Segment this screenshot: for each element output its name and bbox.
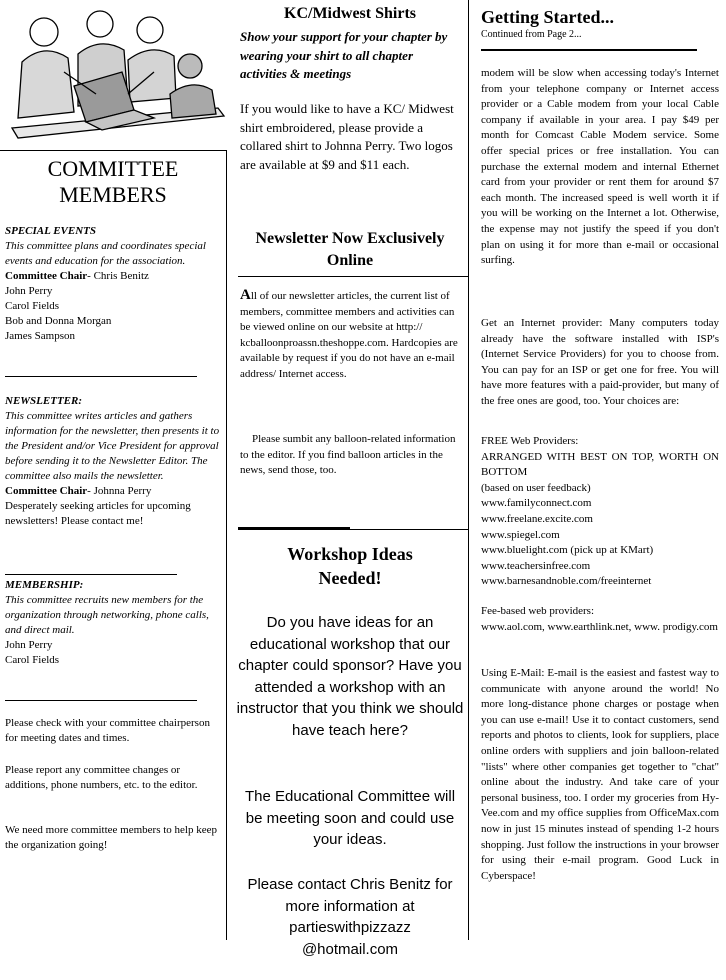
member-name: Carol Fields xyxy=(5,654,60,666)
member-name: James Sampson xyxy=(5,330,75,342)
getting-started-p2: Get an Internet provider: Many computers today already have the software installed with ISP's (Internet Service Providers) for you to choose from. You can pay for an ISP or get one for free. You will have more features with a paid-provider, but many of the free ones are good, too. Your choices are: xyxy=(481,317,719,407)
special-events-section xyxy=(5,224,221,344)
member-name: Carol Fields xyxy=(5,300,60,312)
getting-started-p1: modem will be slow when accessing today's Internet from your telephone company or Internet access provider or a Cable modem from your local Cable company if available in your area. I pay $49 per month for Comcast Cable Modem service. Some offer special prices or free installation. You can purchase the external modem and internal Ethernet card from your provider or rent them for around $7 each month. The increased speed is well worth it if you will be working on the Internet a lot. Otherwise, the expense may not justify the speed if you don't plan on using it for more than e-mail or occasional surfing. xyxy=(481,67,719,267)
provider-link[interactable]: www.barnesandnoble.com/freeinternet xyxy=(481,575,652,588)
newsletter-heading: NEWSLETTER: xyxy=(5,395,83,407)
committee-note: We need more committee members to help keep the organization going! xyxy=(5,824,218,851)
newsletter-online-body xyxy=(240,288,462,383)
chair-name: - Johnna Perry xyxy=(87,485,152,497)
getting-started-p3: Using E-Mail: E-mail is the easiest and fastest way to communicate with anyone around the world! No more long-distance phone charges or postage when you can use e-mail! Use it to contact customers, send reports and photos to clients, look for suppliers, place online orders with suppliers and join balloon-related "lists" where other companies get together to "chat" online about the industry. And take care of your personal business, too. I order my groceries from Hy-Vee.com and my office supplies from OfficeMax.com now in just 15 minutes instead of spending 1-2 hours shopping. Just follow the instructions in your browser for using their e-mail program. Good Luck in Cyberspace! xyxy=(481,667,719,882)
newsletter-desc: This committee writes articles and gathers information for the newsletter, then presents it to the President and/or Vice President for approval before sending it to the Newsletter Editor. The committee also mails the newsletter. xyxy=(5,410,220,482)
committee-column xyxy=(0,0,226,980)
special-events-chair xyxy=(5,269,221,284)
newsletter-online-title: Newsletter Now Exclusively Online xyxy=(255,230,445,269)
column-rule xyxy=(226,150,227,940)
fee-list[interactable]: www.aol.com, www.earthlink.net, www. prodigy.com xyxy=(481,620,718,633)
newsletter-chair xyxy=(5,484,221,499)
member-name: John Perry xyxy=(5,639,53,651)
divider xyxy=(5,574,177,575)
committee-note: Please check with your committee chairperson for meeting dates and times. xyxy=(5,717,210,744)
special-events-heading: SPECIAL EVENTS xyxy=(5,225,96,237)
fee-heading: Fee-based web providers: xyxy=(481,605,595,617)
member-name: Bob and Donna Morgan xyxy=(5,315,112,327)
special-events-desc: This committee plans and coordinates special events and education for the association. xyxy=(5,240,206,267)
chair-label: Committee Chair xyxy=(5,485,88,497)
membership-heading: MEMBERSHIP: xyxy=(5,579,84,591)
provider-link[interactable]: www.teachersinfree.com xyxy=(481,559,591,572)
chair-name: - Chris Benitz xyxy=(87,270,149,282)
drop-cap: A xyxy=(240,287,251,303)
newsletter-section xyxy=(5,394,221,529)
newsletter-note: Desperately seeking articles for upcoming newsletters! Please contact me! xyxy=(5,500,191,527)
office-team-clipart xyxy=(4,2,226,148)
workshop-title: Workshop Ideas Needed! xyxy=(287,544,413,588)
newsletter-online-text: ll of our newsletter articles, the current list of members, committee members and activities can be viewed online on our website at http:// kcballoonproassn.theshoppe.com. Hardcopies are available by request if you do not have an e-mail address/ Internet access. xyxy=(240,290,458,380)
committee-title: COMMITTEE MEMBERS xyxy=(47,156,179,207)
free-heading: FREE Web Providers: xyxy=(481,435,579,447)
workshop-p3: Please contact Chris Benitz for more information at partieswithpizzazz @hotmail.com xyxy=(247,876,453,958)
provider-link[interactable]: www.freelane.excite.com xyxy=(481,512,593,525)
provider-link[interactable]: www.bluelight.com (pick up at KMart) xyxy=(481,544,654,557)
membership-desc: This committee recruits new members for the organization through networking, phone calls, and direct mail. xyxy=(5,594,209,636)
provider-link[interactable]: www.spiegel.com xyxy=(481,528,560,541)
chair-label: Committee Chair xyxy=(5,270,88,282)
free-providers-section xyxy=(481,434,719,590)
newsletter-online-body2: Please sumbit any balloon-related information to the editor. If you find balloon articles in the news, send those, too. xyxy=(240,433,456,477)
fee-providers-section xyxy=(481,604,719,635)
divider xyxy=(0,150,226,151)
workshop-p2: The Educational Committee will be meeting soon and could use your ideas. xyxy=(244,788,456,848)
column-rule xyxy=(468,0,469,940)
divider xyxy=(5,700,197,701)
free-source: (based on user feedback) xyxy=(481,481,591,494)
getting-started-title: Getting Started... xyxy=(481,7,614,27)
divider xyxy=(238,276,468,277)
provider-link[interactable]: www.familyconnect.com xyxy=(481,497,592,510)
free-note: ARRANGED WITH BEST ON TOP, WORTH ON BOTTOM xyxy=(481,450,719,479)
committee-note: Please report any committee changes or additions, phone numbers, etc. to the editor. xyxy=(5,764,198,791)
workshop-p1: Do you have ideas for an educational workshop that our chapter could sponsor? Have you attended a workshop with an instructor that you think we should have teach here? xyxy=(236,614,464,739)
member-name: John Perry xyxy=(5,285,53,297)
divider xyxy=(5,376,197,377)
shirts-body: If you would like to have a KC/ Midwest shirt embroidered, please provide a collared shirt to Johnna Perry. Two logos are available at $9 and $11 each. xyxy=(240,101,454,172)
shirts-title: KC/Midwest Shirts xyxy=(284,5,416,22)
shirts-tagline: Show your support for your chapter by wearing your shirt to all chapter activities & meetings xyxy=(240,29,448,81)
middle-column xyxy=(232,0,468,980)
divider-accent xyxy=(238,527,350,529)
membership-section xyxy=(5,578,221,668)
divider xyxy=(238,529,468,530)
divider xyxy=(481,49,697,51)
getting-started-column xyxy=(478,0,722,980)
continued-note: Continued from Page 2... xyxy=(481,29,582,40)
